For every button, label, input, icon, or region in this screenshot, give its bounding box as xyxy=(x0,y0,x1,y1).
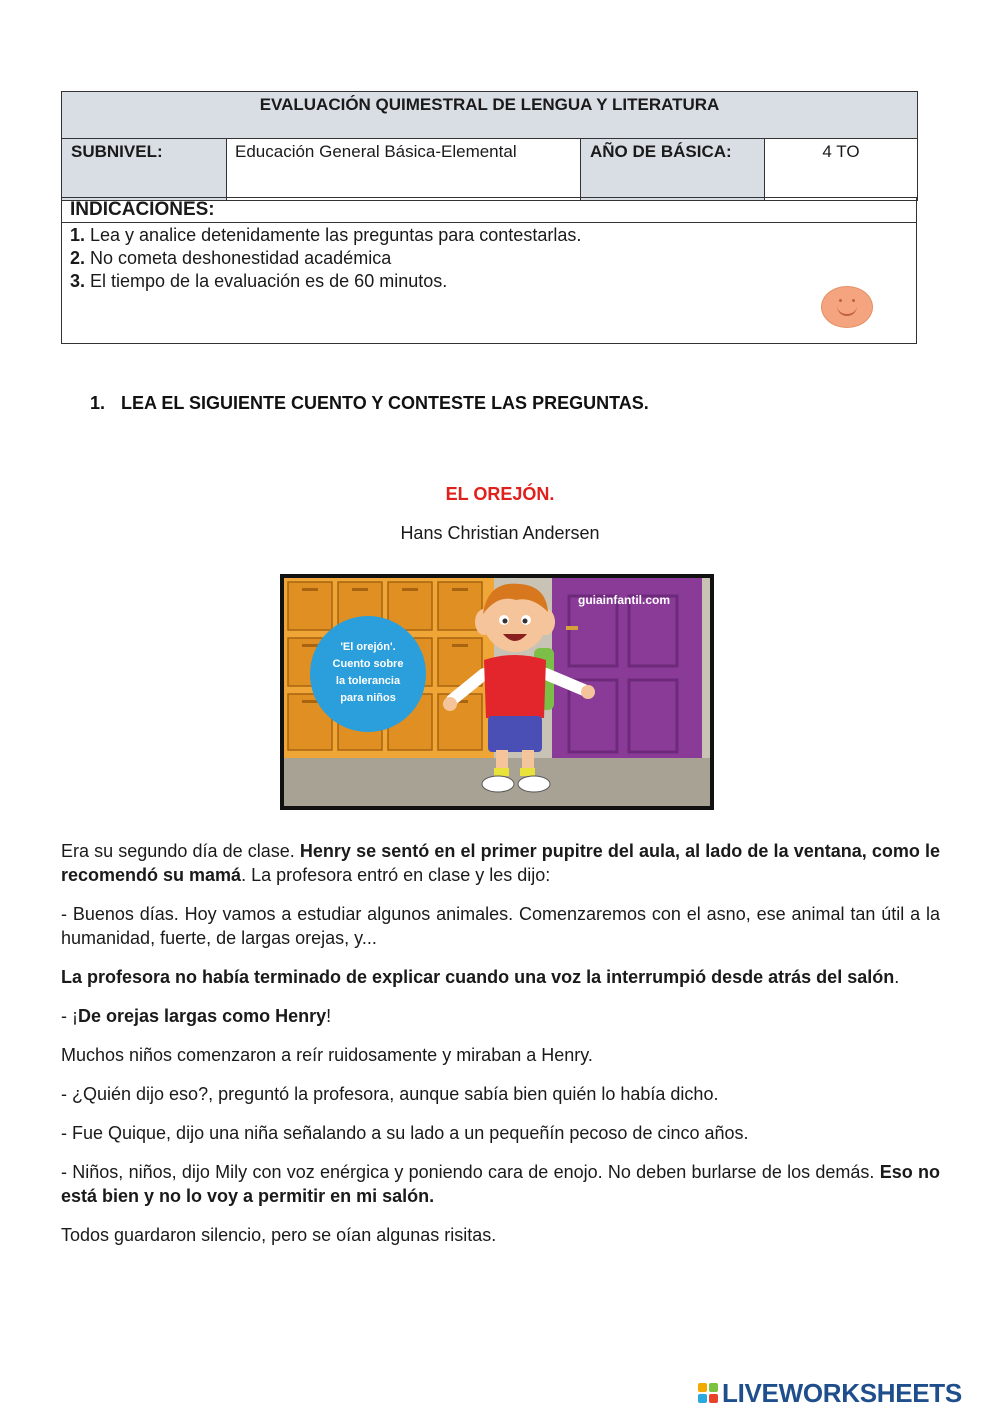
indicacion-text: No cometa deshonestidad académica xyxy=(85,248,392,268)
liveworksheets-brand: LIVEWORKSHEETS xyxy=(722,1377,962,1408)
anio-value: 4 TO xyxy=(765,139,918,201)
story-illustration-svg xyxy=(284,578,710,806)
story-paragraph xyxy=(61,1004,940,1028)
bubble-line: 'El orejón'. xyxy=(340,641,396,653)
indicacion-number: 2. xyxy=(70,248,86,268)
paragraph-text: . La profesora entró en clase y les dijo: xyxy=(241,865,551,885)
bubble-line: Cuento sobre xyxy=(332,658,404,670)
story-paragraph xyxy=(61,1043,940,1067)
anio-label: AÑO DE BÁSICA: xyxy=(581,139,765,201)
paragraph-bold-text: Eso no está bien y no lo voy a permitir en mi salón. xyxy=(61,1162,940,1206)
instruction-number: 1. xyxy=(90,393,106,413)
paragraph-text: Todos guardaron silencio, pero se oían algunas risitas. xyxy=(61,1225,497,1245)
paragraph-text: - ¡ xyxy=(61,1006,78,1026)
evaluation-title: EVALUACIÓN QUIMESTRAL DE LENGUA Y LITERATURA xyxy=(259,95,720,114)
liveworksheets-logo[interactable] xyxy=(698,1378,962,1408)
paragraph-text: - Niños, niños, dijo Mily con voz enérgica y poniendo cara de enojo. No deben burlarse de los demás. xyxy=(61,1162,880,1182)
indicacion-text: Lea y analice detenidamente las preguntas para contestarlas. xyxy=(85,225,582,245)
illustration-watermark: guiainfantil.com xyxy=(577,593,671,607)
subnivel-label: SUBNIVEL: xyxy=(62,139,227,201)
paragraph-text: Muchos niños comenzaron a reír ruidosamente y miraban a Henry. xyxy=(61,1045,593,1065)
story-paragraph xyxy=(61,1160,940,1208)
indicacion-item xyxy=(70,247,916,270)
indicacion-number: 3. xyxy=(70,271,86,291)
smiley-face-icon xyxy=(821,286,873,328)
indicaciones-list xyxy=(62,223,916,293)
story-paragraph xyxy=(61,1082,940,1106)
indicacion-item xyxy=(70,224,916,247)
story-paragraph xyxy=(61,1121,940,1145)
question-instruction xyxy=(90,393,649,414)
story-text xyxy=(61,839,940,1262)
paragraph-text: Era su segundo día de clase. xyxy=(61,841,300,861)
bubble-line: la tolerancia xyxy=(335,675,401,687)
paragraph-text: - ¿Quién dijo eso?, preguntó la profesora, aunque sabía bien quién lo había dicho. xyxy=(61,1084,719,1104)
indicaciones-box xyxy=(61,197,917,344)
subnivel-value: Educación General Básica-Elemental xyxy=(227,139,581,201)
paragraph-text: - Buenos días. Hoy vamos a estudiar algunos animales. Comenzaremos con el asno, ese animal tan útil a la humanidad, fuerte, de largas orejas, y... xyxy=(61,904,940,948)
bubble-line: para niños xyxy=(340,692,396,704)
story-title: EL OREJÓN. xyxy=(445,484,555,504)
paragraph-bold-text: La profesora no había terminado de explicar cuando una voz la interrumpió desde atrás del salón xyxy=(61,967,895,987)
story-author: Hans Christian Andersen xyxy=(400,523,600,543)
story-paragraph xyxy=(61,1223,940,1247)
paragraph-bold-text: Henry se sentó en el primer pupitre del aula, al lado de la ventana, como le recomendó su mamá xyxy=(61,841,940,885)
paragraph-text: - Fue Quique, dijo una niña señalando a su lado a un pequeñín pecoso de cinco años. xyxy=(61,1123,749,1143)
liveworksheets-logo-icon xyxy=(698,1383,718,1403)
story-paragraph xyxy=(61,902,940,950)
indicacion-number: 1. xyxy=(70,225,86,245)
story-paragraph xyxy=(61,965,940,989)
evaluation-title-cell xyxy=(62,92,918,139)
story-paragraph xyxy=(61,839,940,887)
indicacion-text: El tiempo de la evaluación es de 60 minutos. xyxy=(85,271,448,291)
instruction-text: LEA EL SIGUIENTE CUENTO Y CONTESTE LAS PREGUNTAS. xyxy=(121,393,649,413)
paragraph-bold-text: De orejas largas como Henry xyxy=(78,1006,327,1026)
paragraph-text: . xyxy=(894,967,900,987)
paragraph-text: ! xyxy=(326,1006,332,1026)
evaluation-header-table xyxy=(61,91,918,201)
indicacion-item xyxy=(70,270,916,293)
indicaciones-label: INDICACIONES: xyxy=(62,198,916,223)
story-illustration xyxy=(280,574,714,810)
